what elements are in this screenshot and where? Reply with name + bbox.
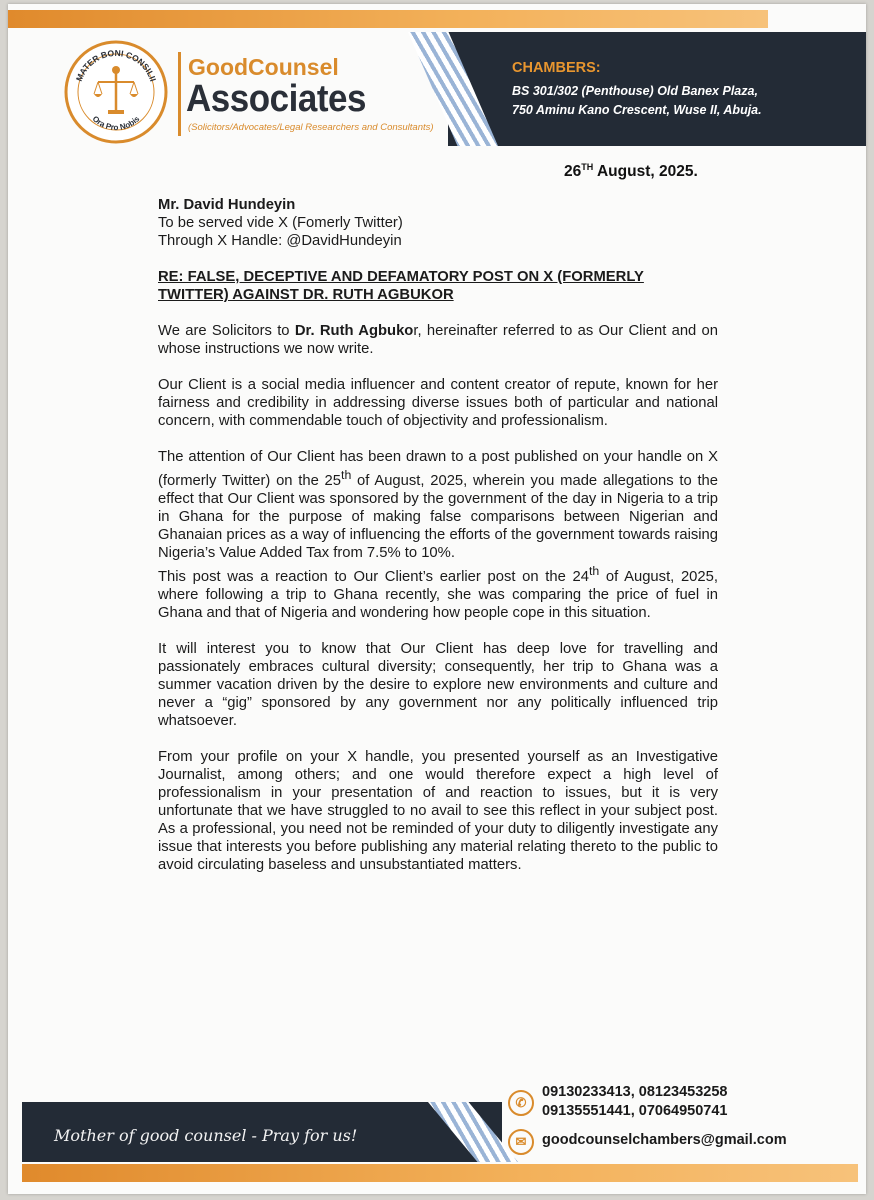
firm-seal-logo <box>64 40 168 144</box>
phone-numbers: 09135551441, 07064950741 <box>542 1103 728 1119</box>
date-day: 26 <box>564 163 582 181</box>
footer-motto: Mother of good counsel - Pray for us! <box>54 1126 358 1145</box>
paragraph <box>158 448 718 562</box>
phone-numbers: 09130233413, 08123453258 <box>542 1084 728 1100</box>
email-address: goodcounselchambers@gmail.com <box>542 1132 787 1148</box>
para1-pre: We are Solicitors to <box>158 323 295 339</box>
para3-b: of August, 2025, wherein you made allegations to the effect that Our Client was sponsored by the government of the day in Nigeria to a trip in Ghana for the purpose of making false comparisons between Nigerian and Ghanaian prices as a way of influencing the efforts of the government towards raising Nigeria’s Value Added Tax from 7.5% to 10%. <box>158 472 719 561</box>
phone-icon: ✆ <box>508 1090 534 1116</box>
para4-b: of August, 2025, where following a trip to Ghana recently, she was comparing the price of fuel in Ghana and that of Nigeria and wondering how people cope in this situation. <box>158 568 718 621</box>
subject-heading: RE: FALSE, DECEPTIVE AND DEFAMATORY POST ON X (FORMERLY TWITTER) AGAINST DR. RUTH AGBUKOR <box>158 269 644 303</box>
date-rest: August, 2025. <box>593 163 698 181</box>
footer-orange-band <box>22 1164 858 1182</box>
spacer <box>158 730 718 748</box>
letter-body <box>158 196 718 874</box>
para4-sup: th <box>588 563 600 578</box>
recipient-line: To be served vide X (Fomerly Twitter) <box>158 215 403 231</box>
header-orange-band <box>8 10 768 28</box>
spacer <box>158 622 718 640</box>
para4-a: This post was a reaction to Our Client’s earlier post on the 24 <box>158 568 589 585</box>
paragraph <box>158 562 718 622</box>
para3-a: The attention of Our Client has been drawn to a post published on your handle on X (formerly Twitter) on the 25 <box>158 449 718 489</box>
paragraph: From your profile on your X handle, you presented yourself as an Investigative Journalist, among others; and one would therefore expect a high level of professionalism in your presentation of and reaction to issues, but it is very unfortunate that we have struggled to no avail to see this reflect in your subject post. As a professional, you need not be reminded of your duty to diligently investigate any issue that interests you before publishing any material relating thereto to the public to avoid circulating baseless and unsubstantiated matters. <box>158 748 718 873</box>
chambers-address-line: BS 301/302 (Penthouse) Old Banex Plaza, <box>512 84 758 98</box>
para3-sup: th <box>341 468 352 482</box>
spacer <box>158 430 718 448</box>
letter-date <box>564 162 698 181</box>
chambers-title: CHAMBERS: <box>512 60 601 76</box>
paragraph: It will interest you to know that Our Client has deep love for travelling and passionately embraces cultural diversity; consequently, her trip to Ghana was a summer vacation driven by the desire to explore new environments and culture and never a “gig” sponsored by any government nor any politically influenced trip whatsoever. <box>158 640 718 729</box>
brand-subname: Associates <box>186 78 367 120</box>
recipient-name: Mr. David Hundeyin <box>158 197 296 213</box>
chambers-address-line: 750 Aminu Kano Crescent, Wuse II, Abuja. <box>512 103 762 117</box>
spacer <box>158 250 718 268</box>
brand-divider <box>178 52 181 136</box>
letter-page <box>8 4 866 1194</box>
client-name: Dr. Ruth Agbuko <box>294 323 414 339</box>
seal-bottom-text: Ora Pro Nobis <box>90 114 142 133</box>
recipient-line: Through X Handle: @DavidHundeyin <box>158 233 402 249</box>
spacer <box>158 358 718 376</box>
brand-name: GoodCounsel <box>188 54 339 80</box>
date-suffix: TH <box>581 162 594 172</box>
brand-tagline: (Solicitors/Advocates/Legal Researchers and Consultants) <box>188 122 434 133</box>
seal-top-text: MATER BONI CONSILII <box>73 47 159 83</box>
paragraph: Our Client is a social media influencer and content creator of repute, known for her fairness and credibility in addressing diverse issues both of particular and national concern, with commendable touch of objectivity and professionalism. <box>158 377 718 429</box>
para1-post: r, hereinafter referred to as Our Client and on whose instructions we now write. <box>158 323 719 357</box>
spacer <box>158 304 718 322</box>
email-icon: ✉ <box>508 1129 534 1155</box>
paragraph <box>158 322 718 358</box>
recipient-block <box>158 196 718 250</box>
